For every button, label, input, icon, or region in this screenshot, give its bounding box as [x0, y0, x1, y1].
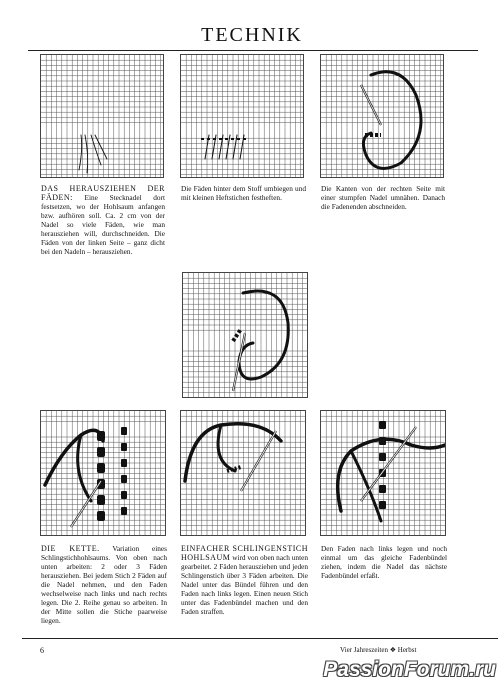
caption-2 [181, 184, 306, 202]
caption-3-body: Die Kanten von der rechten Seite mit einer stumpfen Nadel umnähen. Danach die Fadenenden abschneiden. [321, 184, 445, 211]
caption-5-body: wird von oben nach unten gearbeitet. 2 Fäden herausziehen und jeden Schlingenstich über 3 Fäden arbeiten. Die Nadel unter das Bündel führen und den Faden nach links legen. Einen neuen Stich unter das Fadenbündel machen und den Faden straffen. [181, 553, 308, 616]
page-title: TECHNIK [201, 24, 303, 46]
figure-2-grid [180, 54, 304, 178]
footer-magazine: Vier Jahreszeiten [340, 646, 388, 654]
figure-4-grid [182, 272, 308, 398]
figure-1-grid [40, 54, 164, 178]
caption-2-body: Die Fäden hinter dem Stoff umbiegen und mit kleinen Heftstichen festheften. [181, 184, 306, 202]
figure-6-grid [180, 410, 306, 536]
watermark-logo: PassionForum.ru [323, 658, 496, 681]
title-rule [28, 50, 478, 51]
figure-7-grid [320, 410, 446, 536]
caption-6 [321, 544, 447, 580]
footer-text [340, 646, 416, 654]
figure-5-grid [40, 410, 166, 536]
caption-4-heading: DIE KETTE. [41, 544, 100, 553]
caption-5 [181, 544, 308, 616]
figure-3-grid [320, 54, 444, 178]
footer-separator-icon: ❖ [389, 646, 397, 654]
caption-1-body: Eine Stecknadel dort festsetzen, wo der Hohlsaum anfangen bzw. aufhören soll. Ca. 2 cm von der Nadel so viele Fäden, wie man herausziehen will, durchschneiden. Die Fäden von der linken Seite – ganz dicht bei den Nadeln – herausziehen. [41, 193, 165, 256]
caption-5-heading: EINFACHER SCHLINGENSTICH HOHLSAUM [181, 544, 308, 562]
caption-6-body: Den Faden nach links legen und noch einmal um das gleiche Fadenbündel ziehen, indem die Nadel das nächste Fadenbündel erfaßt. [321, 544, 447, 580]
page-number: 6 [40, 646, 44, 655]
caption-1 [41, 184, 165, 256]
caption-4 [41, 544, 167, 625]
caption-3 [321, 184, 445, 211]
caption-1-heading: DAS HERAUSZIEHEN DER FÄDEN: [41, 184, 165, 202]
footer-season: Herbst [397, 646, 417, 654]
caption-4-body: Variation eines Schlingstichhohlsaums. Von oben nach unten arbeiten: 2 oder 3 Fäden herausziehen. Bei jedem Stich 2 Fäden auf die Nadel nehmen, und den Faden wechselweise nach links und nach rechts legen. Die 2. Reihe genau so arbeiten. In der Mitte sollen die Stiche paarweise liegen. [41, 544, 167, 625]
footer-rule [22, 638, 498, 639]
